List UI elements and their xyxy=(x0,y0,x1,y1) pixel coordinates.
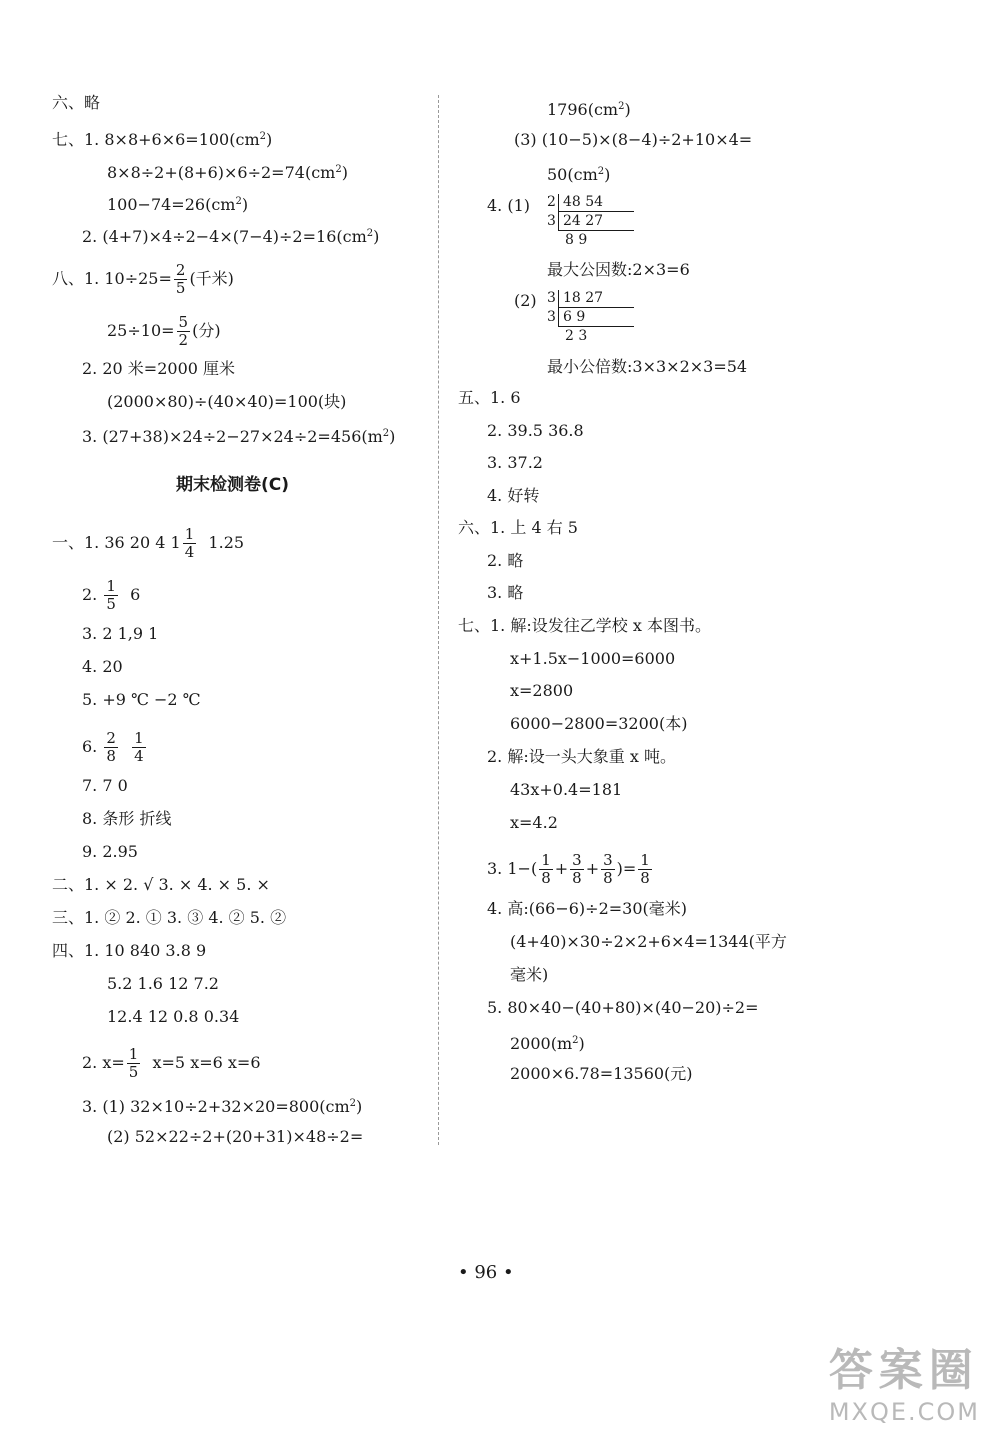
division-line xyxy=(558,326,634,327)
division-line xyxy=(558,230,634,231)
answer-line: 4. 好转 xyxy=(487,486,540,505)
dividend-row: 18 27 xyxy=(563,290,604,306)
fraction: $\frac{3}{8}$ xyxy=(572,851,582,887)
column-divider xyxy=(438,95,439,1145)
answer-line: 2. 略 xyxy=(487,551,524,570)
watermark-text: 答案圈 xyxy=(828,1345,979,1396)
answer-c-one-1: 一、1. 36 20 4 1 $\frac{1}{4}$ 1.25 xyxy=(52,525,245,561)
gcd-result: 最大公因数:2×3=6 xyxy=(547,260,690,279)
answer-line: 5. +9 ℃ −2 ℃ xyxy=(82,690,201,709)
fraction: $\frac{1}{4}$ xyxy=(184,525,195,561)
answer-line: 8. 条形 折线 xyxy=(82,809,172,828)
division-bracket xyxy=(558,290,559,326)
answer-seven-1: 七、1. 解:设发往乙学校 x 本图书。 xyxy=(458,616,711,635)
answer-line: $1796(cm^2)$ xyxy=(547,100,631,119)
quotient-row: 8 9 xyxy=(565,232,588,248)
answer-line: $2000(m^2)$ xyxy=(510,1034,585,1053)
fraction: $\frac{1}{8}$ xyxy=(640,851,650,887)
answer-eight-3: 3. $(27+38)\times 24\div 2-27\times 24\div 2=456(m^2)$ xyxy=(82,427,396,446)
page-number: • 96 • xyxy=(458,1262,514,1283)
answer-line: x=2800 xyxy=(510,681,574,700)
answer-four-2-label: (2) xyxy=(514,291,537,310)
answer-c-one-2: 2. $\frac{1}{5}$ 6 xyxy=(82,577,141,613)
answer-seven-2: 2. 解:设一头大象重 x 吨。 xyxy=(487,747,676,766)
divisor: 3 xyxy=(547,213,556,229)
watermark-logo xyxy=(829,1334,980,1426)
answer-line: $100-74=26(cm^2)$ xyxy=(107,195,249,214)
answer-seven-3: 3. 1−( $\frac{1}{8}$ + $\frac{3}{8}$ + $\frac{3}{8}$ )= $\frac{1}{8}$ xyxy=(487,851,650,887)
answer-line: $8\times 8\div 2+(8+6)\times 6\div 2=74(cm^2)$ xyxy=(107,163,348,182)
fraction: $\frac{3}{8}$ xyxy=(603,851,613,887)
answer-c-three: 三、1. ② 2. ① 3. ③ 4. ② 5. ② xyxy=(52,908,287,927)
dividend-row: 24 27 xyxy=(563,213,604,229)
answer-c-four-1: 四、1. 10 840 3.8 9 xyxy=(52,941,207,960)
answer-line: 4. 20 xyxy=(82,657,123,676)
answer-line: 7. 7 0 xyxy=(82,776,128,795)
answer-six: 六、略 xyxy=(52,93,101,112)
answer-line: 12.4 12 0.8 0.34 xyxy=(107,1007,240,1026)
divisor: 3 xyxy=(547,290,556,306)
answer-c-four-2: 2. x= $\frac{1}{5}$ x=5 x=6 x=6 xyxy=(82,1045,261,1081)
answer-line: 43x+0.4=181 xyxy=(510,780,623,799)
answer-line: 25÷10= $\frac{5}{2}$ (分) xyxy=(107,313,221,349)
answer-line: 5.2 1.6 12 7.2 xyxy=(107,974,219,993)
answer-line: (2000×80)÷(40×40)=100(块) xyxy=(107,392,347,411)
answer-line: x=4.2 xyxy=(510,813,558,832)
answer-five-1: 五、1. 6 xyxy=(458,388,521,407)
fraction: $\frac{1}{5}$ xyxy=(106,577,116,613)
answer-line: (2) 52×22÷2+(20+31)×48÷2= xyxy=(107,1127,364,1146)
answer-line: (3) (10−5)×(8−4)÷2+10×4= xyxy=(514,130,753,149)
answer-line: 6000−2800=3200(本) xyxy=(510,714,688,733)
answer-c-two: 二、1. × 2. √ 3. × 4. × 5. × xyxy=(52,875,270,894)
answer-line: x+1.5x−1000=6000 xyxy=(510,649,676,668)
section-title: 期末检测卷(C) xyxy=(176,475,290,495)
answer-four-1-label: 4. (1) xyxy=(487,196,531,215)
answer-eight-2: 2. 20 米=2000 厘米 xyxy=(82,359,236,378)
dividend-row: 48 54 xyxy=(563,194,604,210)
divisor: 3 xyxy=(547,309,556,325)
fraction: $\frac{2}{8}$ xyxy=(106,729,116,765)
answer-eight-1: 八、1. 10÷25= $\frac{2}{5}$ (千米) xyxy=(52,261,234,297)
watermark-url: MXQE.COM xyxy=(828,1398,980,1426)
answer-c-one-6: 6. $\frac{2}{8}$ $\frac{1}{4}$ xyxy=(82,729,144,765)
fraction: $\frac{1}{8}$ xyxy=(541,851,551,887)
fraction: $\frac{1}{4}$ xyxy=(134,729,144,765)
dividend-row: 6 9 xyxy=(563,309,586,325)
fraction: $\frac{5}{2}$ xyxy=(178,313,189,349)
answer-line: 3. 2 1,9 1 xyxy=(82,624,159,643)
answer-c-four-3: 3. (1) $32\times 10\div 2+32\times 20=800(cm^2)$ xyxy=(82,1097,363,1116)
answer-line: 2000×6.78=13560(元) xyxy=(510,1064,693,1083)
division-bracket xyxy=(558,194,559,230)
answer-line: 2. 39.5 36.8 xyxy=(487,421,584,440)
answer-line: 3. 略 xyxy=(487,583,524,602)
divisor: 2 xyxy=(547,194,556,210)
answer-line: 9. 2.95 xyxy=(82,842,138,861)
division-line xyxy=(558,211,634,212)
answer-seven-2: 2. $(4+7)\times 4\div 2-4\times(7-4)\div 2=16(cm^2)$ xyxy=(82,227,380,246)
answer-line: 3. 37.2 xyxy=(487,453,543,472)
lcm-result: 最小公倍数:3×3×2×3=54 xyxy=(547,357,748,376)
fraction: $\frac{1}{5}$ xyxy=(128,1045,139,1081)
answer-line: 毫米) xyxy=(510,965,549,984)
answer-line: $50(cm^2)$ xyxy=(547,165,611,184)
fraction: $\frac{2}{5}$ xyxy=(175,261,186,297)
answer-line: (4+40)×30÷2×2+6×4=1344(平方 xyxy=(510,932,787,951)
quotient-row: 2 3 xyxy=(565,328,588,344)
answer-seven-4: 4. 高:(66−6)÷2=30(毫米) xyxy=(487,899,688,918)
answer-six-1: 六、1. 上 4 右 5 xyxy=(458,518,578,537)
answer-seven-5: 5. 80×40−(40+80)×(40−20)÷2= xyxy=(487,998,759,1017)
division-line xyxy=(558,307,634,308)
answer-seven-1: 七、1. $8\times 8+6\times 6=100(cm^2)$ xyxy=(52,130,273,149)
